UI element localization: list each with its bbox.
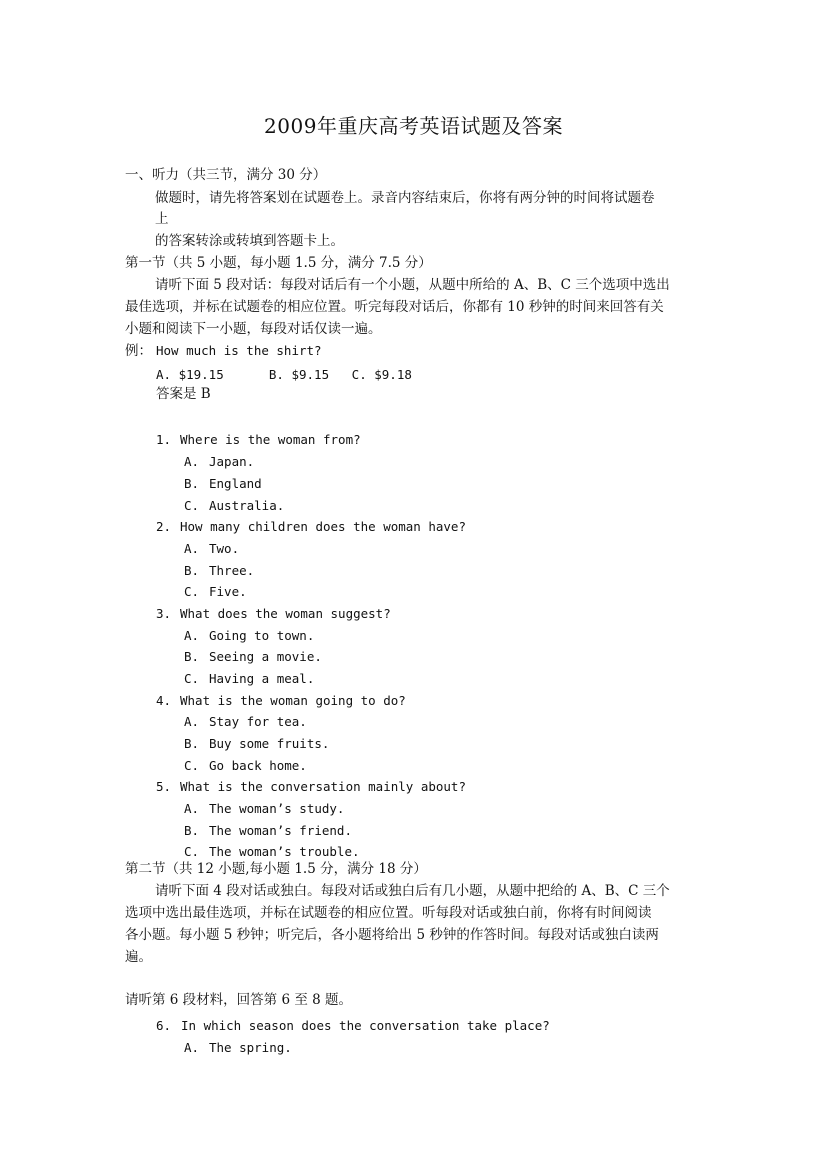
- option-text: Going to town.: [209, 628, 315, 643]
- question-text: What is the woman going to do?: [180, 693, 406, 708]
- instruction-line: 的答案转涂或转填到答题卡上。: [155, 233, 344, 249]
- instruction-line: 各小题。每小题 5 秒钟；听完后，各小题将给出 5 秒钟的作答时间。每段对话或独白读两: [125, 927, 659, 943]
- option-text: The woman’s friend.: [209, 823, 352, 838]
- question-number: 3.: [156, 606, 172, 621]
- instruction-line: 遍。: [125, 949, 152, 965]
- question-text: How many children does the woman have?: [180, 519, 466, 534]
- option-text: Five.: [209, 584, 247, 599]
- option-letter: B.: [184, 736, 200, 751]
- section-heading: 一、听力（共三节，满分 30 分）: [125, 167, 327, 183]
- page-title: 2009年重庆高考英语试题及答案: [264, 114, 563, 138]
- option-letter: A.: [184, 628, 200, 643]
- question-number: 6.: [156, 1018, 172, 1033]
- option-letter: C.: [184, 671, 200, 686]
- question-text: What is the conversation mainly about?: [180, 779, 466, 794]
- question-text: Where is the woman from?: [180, 432, 361, 447]
- option-letter: C.: [184, 584, 200, 599]
- instruction-line: 做题时，请先将答案划在试题卷上。录音内容结束后，你将有两分钟的时间将试题卷: [155, 190, 655, 206]
- part-heading: 第二节（共 12 小题,每小题 1.5 分，满分 18 分）: [125, 861, 427, 877]
- option-text: England: [209, 476, 262, 491]
- option-text: Three.: [209, 563, 255, 578]
- instruction-line: 最佳选项，并标在试题卷的相应位置。听完每段对话后，你都有 10 秒钟的时间来回答有关: [125, 299, 664, 315]
- example-options: A. $19.15 B. $9.15 C. $9.18: [156, 367, 412, 382]
- option-letter: A.: [184, 714, 200, 729]
- option-text: Go back home.: [209, 758, 307, 773]
- option-text: Buy some fruits.: [209, 736, 330, 751]
- option-letter: C.: [184, 498, 200, 513]
- question-number: 4.: [156, 693, 172, 708]
- option-text: Japan.: [209, 454, 255, 469]
- example-answer: 答案是 B: [156, 386, 211, 402]
- option-letter: A.: [184, 801, 200, 816]
- option-text: Two.: [209, 541, 240, 556]
- instruction-line: 选项中选出最佳选项，并标在试题卷的相应位置。听每段对话或独白前，你将有时间阅读: [125, 905, 652, 921]
- question-number: 5.: [156, 779, 172, 794]
- option-text: Australia.: [209, 498, 285, 513]
- option-letter: B.: [184, 823, 200, 838]
- option-letter: B.: [184, 649, 200, 664]
- option-letter: C.: [184, 758, 200, 773]
- option-text: The spring.: [209, 1040, 292, 1055]
- part-heading: 第一节（共 5 小题，每小题 1.5 分，满分 7.5 分）: [125, 255, 432, 271]
- example-label: 例：: [125, 343, 152, 359]
- option-letter: A.: [184, 1040, 200, 1055]
- option-letter: B.: [184, 563, 200, 578]
- option-text: The woman’s trouble.: [209, 844, 360, 859]
- instruction-line: 请听下面 5 段对话：每段对话后有一个小题，从题中所给的 A、B、C 三个选项中选出: [155, 277, 670, 293]
- option-letter: A.: [184, 541, 200, 556]
- option-letter: C.: [184, 844, 200, 859]
- question-number: 1.: [156, 432, 172, 447]
- question-text: What does the woman suggest?: [180, 606, 391, 621]
- instruction-line: 小题和阅读下一小题，每段对话仅读一遍。: [125, 321, 382, 337]
- option-text: The woman’s study.: [209, 801, 345, 816]
- question-number: 2.: [156, 519, 172, 534]
- option-letter: B.: [184, 476, 200, 491]
- option-text: Seeing a movie.: [209, 649, 322, 664]
- material-instruction: 请听第 6 段材料，回答第 6 至 8 题。: [125, 992, 353, 1008]
- instruction-line: 上: [155, 211, 169, 227]
- example-question: How much is the shirt?: [156, 343, 322, 358]
- option-text: Having a meal.: [209, 671, 315, 686]
- option-letter: A.: [184, 454, 200, 469]
- question-text: In which season does the conversation take place?: [181, 1018, 550, 1033]
- instruction-line: 请听下面 4 段对话或独白。每段对话或独白后有几小题，从题中把给的 A、B、C 三个: [155, 883, 670, 899]
- option-text: Stay for tea.: [209, 714, 307, 729]
